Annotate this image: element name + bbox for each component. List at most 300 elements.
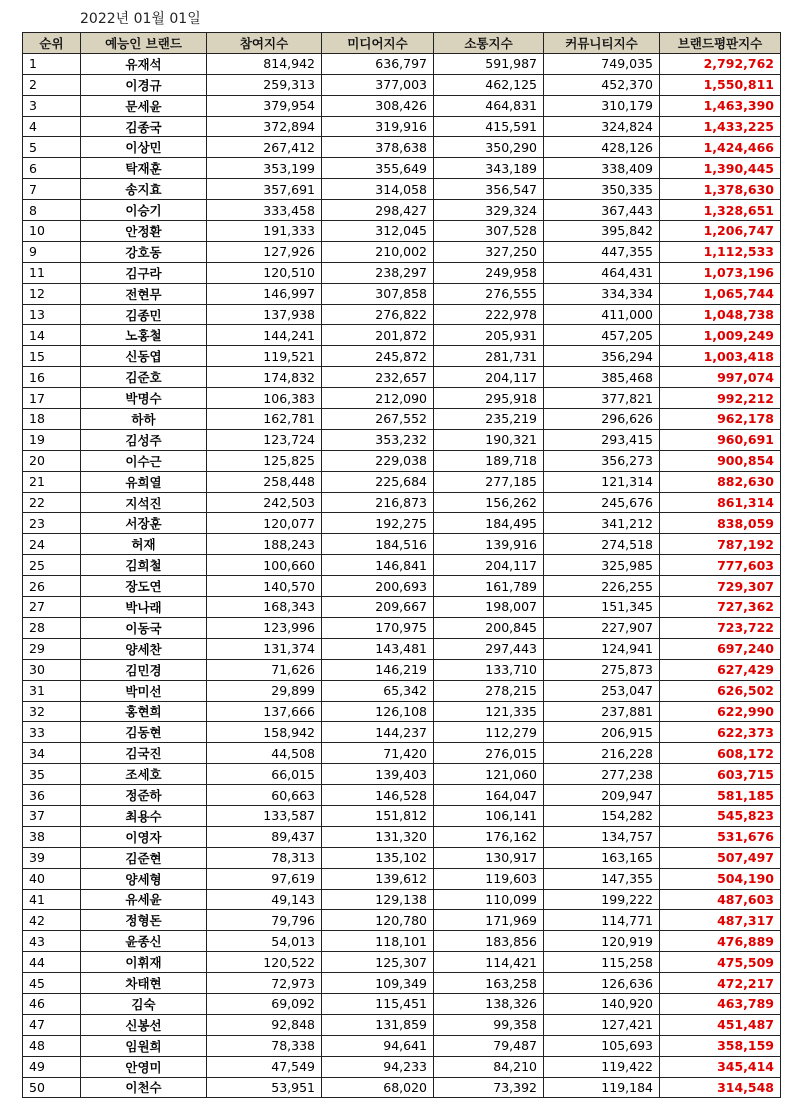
- communication-cell: 163,258: [434, 973, 544, 994]
- brand-reputation-cell: 603,715: [660, 764, 781, 785]
- rank-cell: 45: [23, 973, 81, 994]
- media-cell: 126,108: [322, 701, 434, 722]
- communication-cell: 295,918: [434, 388, 544, 409]
- participation-cell: 137,666: [207, 701, 322, 722]
- brand-reputation-cell: 507,497: [660, 847, 781, 868]
- community-cell: 749,035: [544, 53, 660, 74]
- participation-cell: 120,522: [207, 952, 322, 973]
- media-cell: 143,481: [322, 638, 434, 659]
- rank-cell: 47: [23, 1014, 81, 1035]
- media-cell: 192,275: [322, 513, 434, 534]
- participation-cell: 814,942: [207, 53, 322, 74]
- brand-name-cell: 허재: [81, 534, 207, 555]
- community-cell: 395,842: [544, 221, 660, 242]
- table-row: [23, 555, 781, 576]
- communication-cell: 176,162: [434, 826, 544, 847]
- brand-reputation-cell: 697,240: [660, 638, 781, 659]
- rank-cell: 41: [23, 889, 81, 910]
- media-cell: 139,403: [322, 764, 434, 785]
- brand-reputation-cell: 581,185: [660, 785, 781, 806]
- brand-reputation-cell: 545,823: [660, 805, 781, 826]
- media-cell: 139,612: [322, 868, 434, 889]
- brand-reputation-cell: 960,691: [660, 429, 781, 450]
- table-row: [23, 826, 781, 847]
- community-cell: 334,334: [544, 283, 660, 304]
- table-row: [23, 95, 781, 116]
- rank-cell: 48: [23, 1035, 81, 1056]
- table-row: [23, 492, 781, 513]
- header-media: 미디어지수: [322, 33, 434, 54]
- media-cell: 636,797: [322, 53, 434, 74]
- community-cell: 206,915: [544, 722, 660, 743]
- communication-cell: 189,718: [434, 450, 544, 471]
- media-cell: 378,638: [322, 137, 434, 158]
- community-cell: 274,518: [544, 534, 660, 555]
- rank-cell: 23: [23, 513, 81, 534]
- table-row: [23, 304, 781, 325]
- brand-reputation-cell: 729,307: [660, 576, 781, 597]
- communication-cell: 205,931: [434, 325, 544, 346]
- communication-cell: 84,210: [434, 1056, 544, 1077]
- brand-name-cell: 홍현희: [81, 701, 207, 722]
- communication-cell: 204,117: [434, 367, 544, 388]
- communication-cell: 222,978: [434, 304, 544, 325]
- brand-name-cell: 이수근: [81, 450, 207, 471]
- media-cell: 170,975: [322, 617, 434, 638]
- brand-reputation-cell: 723,722: [660, 617, 781, 638]
- communication-cell: 121,060: [434, 764, 544, 785]
- communication-cell: 278,215: [434, 680, 544, 701]
- communication-cell: 591,987: [434, 53, 544, 74]
- rank-cell: 10: [23, 221, 81, 242]
- rank-cell: 28: [23, 617, 81, 638]
- communication-cell: 112,279: [434, 722, 544, 743]
- table-row: [23, 1077, 781, 1098]
- brand-name-cell: 양세찬: [81, 638, 207, 659]
- rank-cell: 46: [23, 993, 81, 1014]
- rank-cell: 26: [23, 576, 81, 597]
- community-cell: 163,165: [544, 847, 660, 868]
- brand-name-cell: 서장훈: [81, 513, 207, 534]
- brand-name-cell: 정준하: [81, 785, 207, 806]
- table-row: [23, 409, 781, 430]
- participation-cell: 162,781: [207, 409, 322, 430]
- brand-name-cell: 신동엽: [81, 346, 207, 367]
- brand-reputation-cell: 997,074: [660, 367, 781, 388]
- rank-cell: 32: [23, 701, 81, 722]
- table-row: [23, 471, 781, 492]
- rank-cell: 17: [23, 388, 81, 409]
- media-cell: 129,138: [322, 889, 434, 910]
- media-cell: 144,237: [322, 722, 434, 743]
- media-cell: 229,038: [322, 450, 434, 471]
- communication-cell: 198,007: [434, 597, 544, 618]
- header-brand: 예능인 브랜드: [81, 33, 207, 54]
- communication-cell: 130,917: [434, 847, 544, 868]
- rank-cell: 21: [23, 471, 81, 492]
- community-cell: 296,626: [544, 409, 660, 430]
- community-cell: 121,314: [544, 471, 660, 492]
- community-cell: 341,212: [544, 513, 660, 534]
- brand-reputation-cell: 476,889: [660, 931, 781, 952]
- media-cell: 353,232: [322, 429, 434, 450]
- rank-cell: 12: [23, 283, 81, 304]
- communication-cell: 204,117: [434, 555, 544, 576]
- rank-cell: 3: [23, 95, 81, 116]
- media-cell: 120,780: [322, 910, 434, 931]
- rank-cell: 15: [23, 346, 81, 367]
- brand-reputation-cell: 608,172: [660, 743, 781, 764]
- brand-name-cell: 박나래: [81, 597, 207, 618]
- brand-reputation-cell: 475,509: [660, 952, 781, 973]
- communication-cell: 462,125: [434, 74, 544, 95]
- community-cell: 356,273: [544, 450, 660, 471]
- participation-cell: 71,626: [207, 659, 322, 680]
- table-row: [23, 993, 781, 1014]
- table-row: [23, 1056, 781, 1077]
- media-cell: 151,812: [322, 805, 434, 826]
- brand-reputation-cell: 345,414: [660, 1056, 781, 1077]
- communication-cell: 161,789: [434, 576, 544, 597]
- brand-reputation-cell: 627,429: [660, 659, 781, 680]
- media-cell: 146,219: [322, 659, 434, 680]
- community-cell: 199,222: [544, 889, 660, 910]
- brand-name-cell: 문세윤: [81, 95, 207, 116]
- rank-cell: 19: [23, 429, 81, 450]
- participation-cell: 53,951: [207, 1077, 322, 1098]
- media-cell: 232,657: [322, 367, 434, 388]
- media-cell: 118,101: [322, 931, 434, 952]
- media-cell: 355,649: [322, 158, 434, 179]
- table-row: [23, 283, 781, 304]
- brand-name-cell: 이경규: [81, 74, 207, 95]
- brand-reputation-cell: 861,314: [660, 492, 781, 513]
- brand-reputation-cell: 1,009,249: [660, 325, 781, 346]
- media-cell: 131,320: [322, 826, 434, 847]
- table-row: [23, 680, 781, 701]
- communication-cell: 297,443: [434, 638, 544, 659]
- brand-reputation-cell: 463,789: [660, 993, 781, 1014]
- rank-cell: 2: [23, 74, 81, 95]
- participation-cell: 100,660: [207, 555, 322, 576]
- brand-reputation-cell: 787,192: [660, 534, 781, 555]
- brand-reputation-cell: 2,792,762: [660, 53, 781, 74]
- community-cell: 350,335: [544, 179, 660, 200]
- brand-reputation-cell: 626,502: [660, 680, 781, 701]
- brand-name-cell: 지석진: [81, 492, 207, 513]
- brand-reputation-cell: 882,630: [660, 471, 781, 492]
- brand-reputation-cell: 531,676: [660, 826, 781, 847]
- table-row: [23, 722, 781, 743]
- brand-name-cell: 이휘재: [81, 952, 207, 973]
- brand-name-cell: 장도연: [81, 576, 207, 597]
- rank-cell: 43: [23, 931, 81, 952]
- brand-name-cell: 노홍철: [81, 325, 207, 346]
- header-communication: 소통지수: [434, 33, 544, 54]
- table-row: [23, 200, 781, 221]
- participation-cell: 69,092: [207, 993, 322, 1014]
- brand-reputation-cell: 622,373: [660, 722, 781, 743]
- header-row: [23, 33, 781, 54]
- media-cell: 319,916: [322, 116, 434, 137]
- community-cell: 447,355: [544, 241, 660, 262]
- table-row: [23, 952, 781, 973]
- communication-cell: 139,916: [434, 534, 544, 555]
- participation-cell: 137,938: [207, 304, 322, 325]
- participation-cell: 379,954: [207, 95, 322, 116]
- rank-cell: 40: [23, 868, 81, 889]
- participation-cell: 78,338: [207, 1035, 322, 1056]
- communication-cell: 114,421: [434, 952, 544, 973]
- participation-cell: 123,724: [207, 429, 322, 450]
- brand-name-cell: 김구라: [81, 262, 207, 283]
- media-cell: 135,102: [322, 847, 434, 868]
- media-cell: 131,859: [322, 1014, 434, 1035]
- participation-cell: 333,458: [207, 200, 322, 221]
- table-row: [23, 805, 781, 826]
- brand-name-cell: 이천수: [81, 1077, 207, 1098]
- table-row: [23, 158, 781, 179]
- community-cell: 338,409: [544, 158, 660, 179]
- communication-cell: 79,487: [434, 1035, 544, 1056]
- brand-reputation-cell: 1,378,630: [660, 179, 781, 200]
- brand-reputation-cell: 1,112,533: [660, 241, 781, 262]
- rank-cell: 33: [23, 722, 81, 743]
- community-cell: 227,907: [544, 617, 660, 638]
- communication-cell: 119,603: [434, 868, 544, 889]
- community-cell: 457,205: [544, 325, 660, 346]
- rank-cell: 14: [23, 325, 81, 346]
- participation-cell: 47,549: [207, 1056, 322, 1077]
- community-cell: 119,184: [544, 1077, 660, 1098]
- brand-reputation-cell: 1,550,811: [660, 74, 781, 95]
- participation-cell: 127,926: [207, 241, 322, 262]
- brand-name-cell: 전현무: [81, 283, 207, 304]
- rank-cell: 27: [23, 597, 81, 618]
- media-cell: 314,058: [322, 179, 434, 200]
- table-row: [23, 534, 781, 555]
- participation-cell: 357,691: [207, 179, 322, 200]
- rank-cell: 34: [23, 743, 81, 764]
- communication-cell: 184,495: [434, 513, 544, 534]
- communication-cell: 415,591: [434, 116, 544, 137]
- media-cell: 298,427: [322, 200, 434, 221]
- brand-name-cell: 김민경: [81, 659, 207, 680]
- rank-cell: 4: [23, 116, 81, 137]
- communication-cell: 276,555: [434, 283, 544, 304]
- brand-reputation-cell: 1,003,418: [660, 346, 781, 367]
- brand-reputation-cell: 1,073,196: [660, 262, 781, 283]
- community-cell: 293,415: [544, 429, 660, 450]
- brand-name-cell: 유세윤: [81, 889, 207, 910]
- rank-cell: 20: [23, 450, 81, 471]
- brand-name-cell: 송지효: [81, 179, 207, 200]
- participation-cell: 89,437: [207, 826, 322, 847]
- brand-name-cell: 김종민: [81, 304, 207, 325]
- brand-name-cell: 안정환: [81, 221, 207, 242]
- brand-reputation-cell: 1,424,466: [660, 137, 781, 158]
- communication-cell: 356,547: [434, 179, 544, 200]
- table-row: [23, 659, 781, 680]
- media-cell: 267,552: [322, 409, 434, 430]
- participation-cell: 119,521: [207, 346, 322, 367]
- participation-cell: 72,973: [207, 973, 322, 994]
- media-cell: 238,297: [322, 262, 434, 283]
- communication-cell: 190,321: [434, 429, 544, 450]
- community-cell: 452,370: [544, 74, 660, 95]
- participation-cell: 123,996: [207, 617, 322, 638]
- brand-name-cell: 탁재훈: [81, 158, 207, 179]
- brand-reputation-cell: 1,433,225: [660, 116, 781, 137]
- media-cell: 146,528: [322, 785, 434, 806]
- table-row: [23, 764, 781, 785]
- table-row: [23, 513, 781, 534]
- brand-name-cell: 유희열: [81, 471, 207, 492]
- community-cell: 154,282: [544, 805, 660, 826]
- table-row: [23, 868, 781, 889]
- communication-cell: 329,324: [434, 200, 544, 221]
- communication-cell: 343,189: [434, 158, 544, 179]
- communication-cell: 200,845: [434, 617, 544, 638]
- media-cell: 146,841: [322, 555, 434, 576]
- brand-name-cell: 김성주: [81, 429, 207, 450]
- community-cell: 275,873: [544, 659, 660, 680]
- brand-reputation-cell: 358,159: [660, 1035, 781, 1056]
- media-cell: 68,020: [322, 1077, 434, 1098]
- community-cell: 134,757: [544, 826, 660, 847]
- communication-cell: 133,710: [434, 659, 544, 680]
- table-row: [23, 973, 781, 994]
- participation-cell: 372,894: [207, 116, 322, 137]
- communication-cell: 110,099: [434, 889, 544, 910]
- table-row: [23, 429, 781, 450]
- brand-reputation-cell: 1,463,390: [660, 95, 781, 116]
- communication-cell: 106,141: [434, 805, 544, 826]
- table-row: [23, 576, 781, 597]
- community-cell: 237,881: [544, 701, 660, 722]
- brand-name-cell: 신봉선: [81, 1014, 207, 1035]
- rank-cell: 35: [23, 764, 81, 785]
- rank-cell: 49: [23, 1056, 81, 1077]
- brand-name-cell: 유재석: [81, 53, 207, 74]
- table-row: [23, 1014, 781, 1035]
- table-row: [23, 388, 781, 409]
- brand-name-cell: 김준현: [81, 847, 207, 868]
- communication-cell: 281,731: [434, 346, 544, 367]
- community-cell: 385,468: [544, 367, 660, 388]
- communication-cell: 307,528: [434, 221, 544, 242]
- table-row: [23, 910, 781, 931]
- participation-cell: 60,663: [207, 785, 322, 806]
- media-cell: 125,307: [322, 952, 434, 973]
- participation-cell: 120,510: [207, 262, 322, 283]
- media-cell: 308,426: [322, 95, 434, 116]
- participation-cell: 267,412: [207, 137, 322, 158]
- rank-cell: 36: [23, 785, 81, 806]
- communication-cell: 276,015: [434, 743, 544, 764]
- brand-reputation-cell: 1,390,445: [660, 158, 781, 179]
- table-row: [23, 638, 781, 659]
- rank-cell: 11: [23, 262, 81, 283]
- communication-cell: 73,392: [434, 1077, 544, 1098]
- rank-cell: 44: [23, 952, 81, 973]
- media-cell: 71,420: [322, 743, 434, 764]
- brand-name-cell: 박미선: [81, 680, 207, 701]
- community-cell: 140,920: [544, 993, 660, 1014]
- rank-cell: 9: [23, 241, 81, 262]
- participation-cell: 131,374: [207, 638, 322, 659]
- brand-name-cell: 이승기: [81, 200, 207, 221]
- brand-name-cell: 조세호: [81, 764, 207, 785]
- media-cell: 210,002: [322, 241, 434, 262]
- table-row: [23, 221, 781, 242]
- community-cell: 105,693: [544, 1035, 660, 1056]
- participation-cell: 125,825: [207, 450, 322, 471]
- community-cell: 226,255: [544, 576, 660, 597]
- community-cell: 209,947: [544, 785, 660, 806]
- brand-reputation-cell: 451,487: [660, 1014, 781, 1035]
- rank-cell: 25: [23, 555, 81, 576]
- brand-reputation-cell: 992,212: [660, 388, 781, 409]
- header-participation: 참여지수: [207, 33, 322, 54]
- community-cell: 216,228: [544, 743, 660, 764]
- table-row: [23, 179, 781, 200]
- communication-cell: 327,250: [434, 241, 544, 262]
- table-row: [23, 74, 781, 95]
- communication-cell: 121,335: [434, 701, 544, 722]
- communication-cell: 249,958: [434, 262, 544, 283]
- table-row: [23, 597, 781, 618]
- rank-cell: 7: [23, 179, 81, 200]
- rank-cell: 31: [23, 680, 81, 701]
- community-cell: 124,941: [544, 638, 660, 659]
- community-cell: 428,126: [544, 137, 660, 158]
- media-cell: 201,872: [322, 325, 434, 346]
- media-cell: 212,090: [322, 388, 434, 409]
- brand-name-cell: 이영자: [81, 826, 207, 847]
- brand-name-cell: 최용수: [81, 805, 207, 826]
- brand-reputation-cell: 900,854: [660, 450, 781, 471]
- table-row: [23, 617, 781, 638]
- participation-cell: 146,997: [207, 283, 322, 304]
- communication-cell: 464,831: [434, 95, 544, 116]
- community-cell: 126,636: [544, 973, 660, 994]
- brand-reputation-cell: 504,190: [660, 868, 781, 889]
- community-cell: 325,985: [544, 555, 660, 576]
- rank-cell: 29: [23, 638, 81, 659]
- media-cell: 109,349: [322, 973, 434, 994]
- media-cell: 200,693: [322, 576, 434, 597]
- table-row: [23, 847, 781, 868]
- community-cell: 147,355: [544, 868, 660, 889]
- table-row: [23, 450, 781, 471]
- communication-cell: 277,185: [434, 471, 544, 492]
- community-cell: 324,824: [544, 116, 660, 137]
- table-row: [23, 701, 781, 722]
- participation-cell: 242,503: [207, 492, 322, 513]
- participation-cell: 133,587: [207, 805, 322, 826]
- community-cell: 245,676: [544, 492, 660, 513]
- participation-cell: 54,013: [207, 931, 322, 952]
- participation-cell: 78,313: [207, 847, 322, 868]
- participation-cell: 168,343: [207, 597, 322, 618]
- rank-cell: 22: [23, 492, 81, 513]
- media-cell: 307,858: [322, 283, 434, 304]
- community-cell: 277,238: [544, 764, 660, 785]
- participation-cell: 97,619: [207, 868, 322, 889]
- brand-reputation-cell: 727,362: [660, 597, 781, 618]
- participation-cell: 259,313: [207, 74, 322, 95]
